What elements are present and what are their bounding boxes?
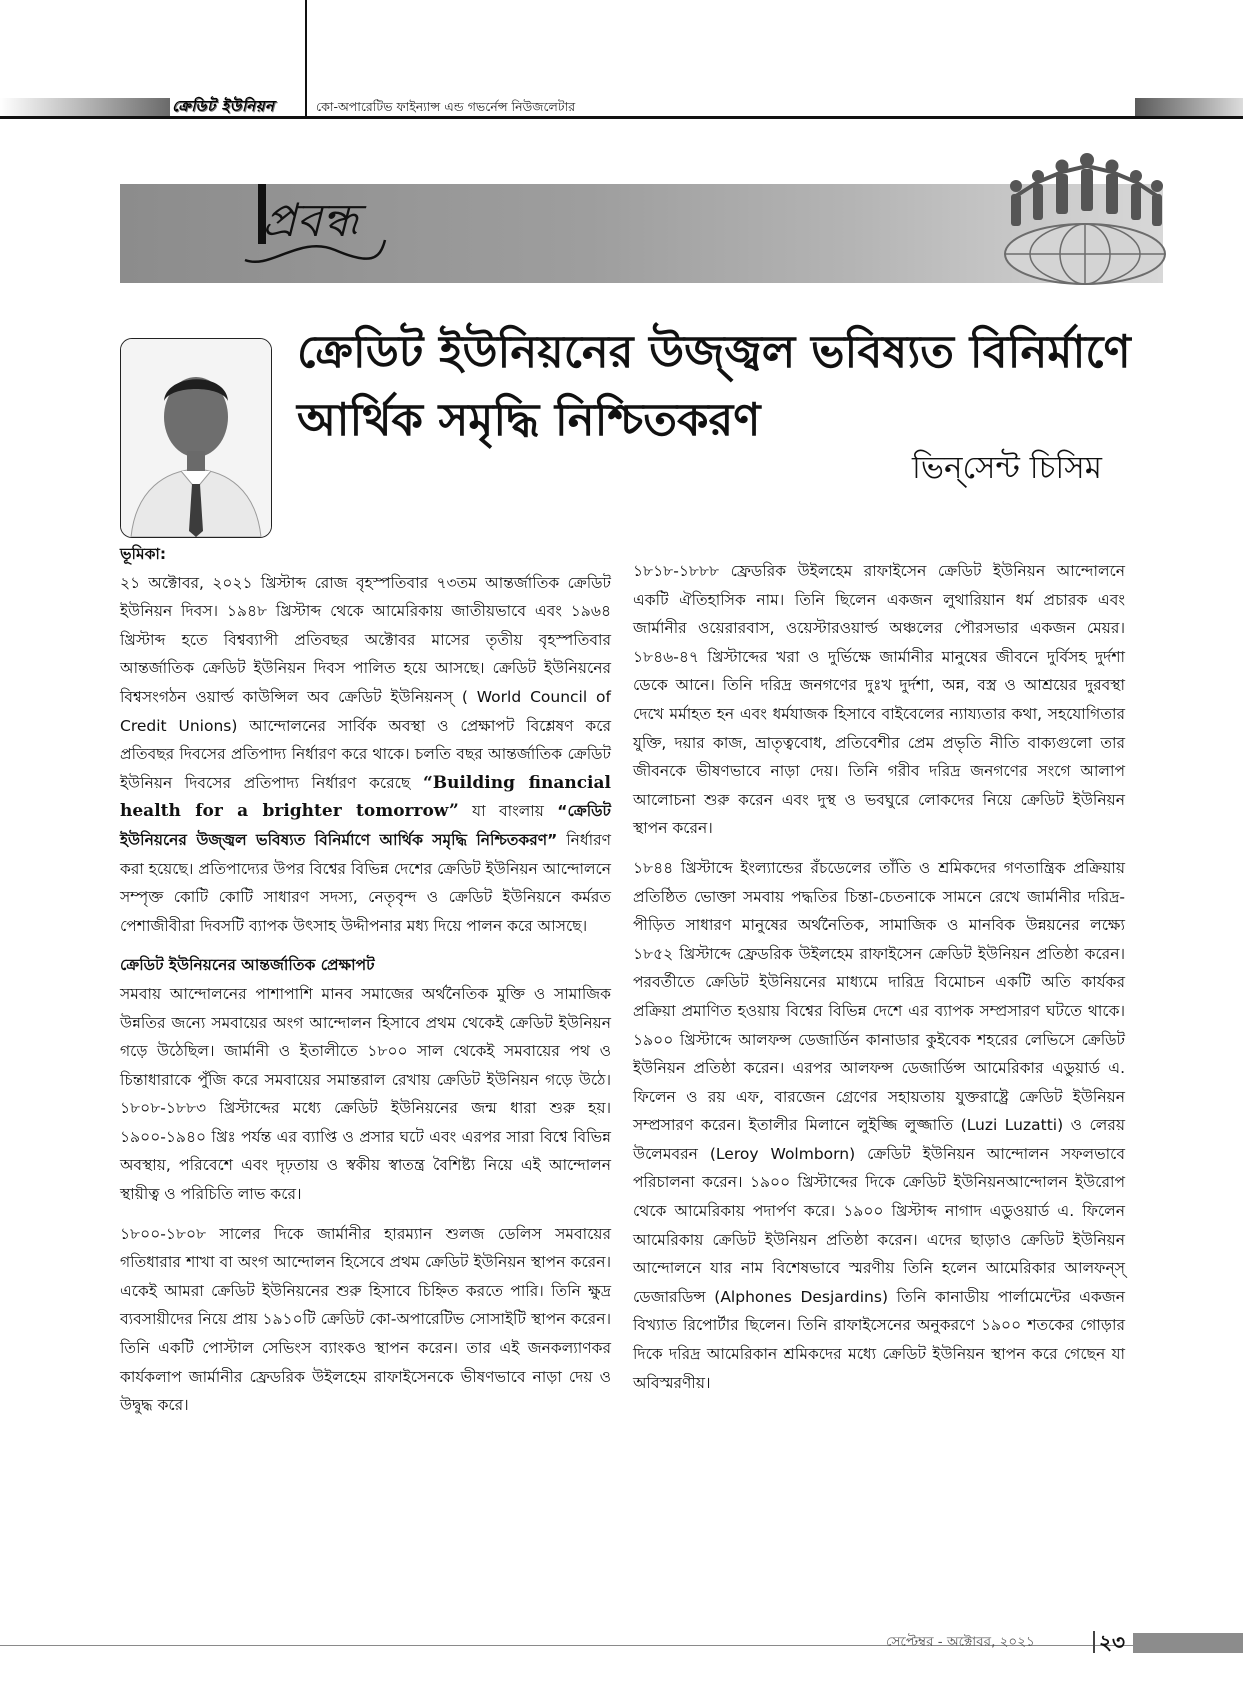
header-logo-separator <box>305 99 307 116</box>
paragraph: ১৮০০-১৮০৮ সালের দিকে জার্মানীর হারম্যান শুলজ ডেলিস সমবায়ের গতিধারার শাখা বা অংগ আন্দোলন হিসেবে প্রথম ক্রেডিট ইউনিয়ন স্থাপন করেন। একেই আমরা ক্রেডিট ইউনিয়নের শুরু হিসাবে চিহ্নিত করতে পারি। তিনি ক্ষুদ্র ব্যবসায়ীদের নিয়ে প্রায় ১৯১০টি ক্রেডিট কো-অপারেটিভ সোসাইটি স্থাপন করেন। তিনি একটি পোস্টাল সেভিংস ব্যাংকও স্থাপন করেন। তার এই জনকল্যাণকর কার্যকলাপ জার্মানীর ফ্রেডরিক উইলহেম রাফাইসেনকে ভীষণভাবে নাড়া দেয় ও উদ্বুদ্ধ করে। <box>120 1224 611 1415</box>
paragraph: ১৮১৮-১৮৮৮ ফ্রেডরিক উইলহেম রাফাইসেন ক্রেডিট ইউনিয়ন আন্দোলনে একটি ঐতিহাসিক নাম। তিনি ছিলেন একজন লুথারিয়ান ধর্ম প্রচারক এবং জার্মানীর ওয়েরারবাস, ওয়েস্টারওয়ার্ল্ড অঞ্চলের পৌরসভার একজন মেয়র। ১৮৪৬-৪৭ খ্রিস্টাব্দের খরা ও দুর্ভিক্ষে জার্মানীর মানুষের জীবনে দুর্বিসহ দুর্দশা ডেকে আনে। তিনি দরিদ্র জনগণের দুঃখ দুর্দশা, অন্ন, বস্ত্র ও আশ্রয়ের দুরবস্থা দেখে মর্মাহত হন এবং ধর্মযাজক হিসাবে বাইবেলের ন্যায্যতার কথা, সহযোগিতার যুক্তি, দয়ার কাজ, ভ্রাতৃত্ববোধ, প্রতিবেশীর প্রেম প্রভৃতি নীতি বাক্যগুলো তার জীবনকে ভীষণভাবে নাড়া দেয়। তিনি গরীব দরিদ্র জনগণের সংগে আলাপ আলোচনা শুরু করেন এবং দুস্থ ও ভবঘুরে লোকদের নিয়ে ক্রেডিট ইউনিয়ন স্থাপন করেন। <box>633 562 1125 838</box>
footer-separator <box>1093 1631 1095 1653</box>
paragraph: ১৮৪৪ খ্রিস্টাব্দে ইংল্যান্ডের রঁচডেলের তাঁতি ও শ্রমিকদের গণতান্ত্রিক প্রক্রিয়ায় প্রতিষ্ঠিত ভোক্তা সমবায় পদ্ধতির চিন্তা-চেতনাকে সামনে রেখে জার্মানীর দরিদ্র-পীড়িত সাধারণ মানুষের অর্থনৈতিক, সামাজিক ও মানবিক উন্নয়নের লক্ষ্যে ১৮৫২ খ্রিস্টাব্দে ফ্রেডরিক উইলহেম রাফাইসেন ক্রেডিট ইউনিয়ন প্রতিষ্ঠা করেন। পরবর্তীতে ক্রেডিট ইউনিয়নের মাধ্যমে দারিদ্র বিমোচন একটি অতি কার্যকর প্রক্রিয়া প্রমাণিত হওয়ায় বিশ্বের বিভিন্ন দেশে এর ব্যাপক সম্প্রসারণ ঘটতে থাকে। ১৯০০ খ্রিস্টাব্দে আলফন্স ডেজার্ডিন কানাডার কুইবেক শহরের লেভিসে ক্রেডিট ইউনিয়ন প্রতিষ্ঠা করেন। এরপর আলফন্স ডেজার্ডিন্স আমেরিকার এডুয়ার্ড এ. ফিলেন ও রয় এফ, বারজেন গ্রেণের সহায়তায় যুক্তরাষ্ট্রে ক্রেডিট ইউনিয়ন সম্প্রসারণ করেন। ইতালীর মিলানে লুইজ্জি লুজ্জাতি (Luzi Luzatti) ও লেরয় উলেমবরন (Leroy Wolmborn) ক্রেডিট ইউনিয়ন আন্দোলন সফলভাবে পরিচালনা করেন। ১৯০০ খ্রিস্টাব্দের দিকে ক্রেডিট ইউনিয়নআন্দোলন ইউরোপ থেকে আমেরিকায় পদার্পণ করে। ১৯০০ খ্রিস্টাব্দ নাগাদ এডুওয়ার্ড এ. ফিলেন আমেরিকায় ক্রেডিট ইউনিয়ন প্রতিষ্ঠা করেন। এদের ছাড়াও ক্রেডিট ইউনিয়ন আন্দোলনে যার নাম বিশেষভাবে স্মরণীয় তিনি হলেন আমেরিকার আলফন্স্‌ ডেজারডিন্স (Alphones Desjardins) তিনি কানাডীয় পার্লামেন্টের একজন বিখ্যাত রিপোর্টার ছিলেন। তিনি রাফাইসেনের অনুকরণে ১৯০০ শতকের গোড়ার দিকে দরিদ্র আমেরিকান শ্রমিকদের মধ্যে ক্রেডিট ইউনিয়ন স্থাপন করে গেছেন যা অবিস্মরণীয়। <box>633 858 1125 1392</box>
section-title: প্রবন্ধ <box>262 193 359 247</box>
author-name: ভিন্‌সেন্ট চিসিম <box>912 450 1102 486</box>
header-vertical-rule <box>305 0 307 113</box>
header-gradient-left <box>0 98 170 117</box>
footer-rule <box>0 1645 1243 1646</box>
paragraph-text: যা বাংলায় <box>458 802 558 821</box>
article-title-line-2: আর্থিক সমৃদ্ধি নিশ্চিতকরণ <box>297 393 761 446</box>
right-column <box>633 557 1125 1408</box>
newsletter-title: কো-অপারেটিভ ফাইন্যান্স এন্ড গভর্নেন্স নিউজলেটার <box>316 99 576 114</box>
paragraph-text: ২১ অক্টোবর, ২০২১ খ্রিস্টাব্দ রোজ বৃহস্পতিবার ৭৩তম আন্তর্জাতিক ক্রেডিট ইউনিয়ন দিবস। ১৯৪৮ খ্রিস্টাব্দ থেকে আমেরিকায় জাতীয়ভাবে এবং ১৯৬৪ খ্রিস্টাব্দ হতে বিশ্বব্যাপী প্রতিবছর অক্টোবর মাসের তৃতীয় বৃহস্পতিবার আন্তর্জাতিক ক্রেডিট ইউনিয়ন দিবস পালিত হয়ে আসছে। ক্রেডিট ইউনিয়নের বিশ্বসংগঠন ওয়ার্ল্ড কাউন্সিল অব ক্রেডিট ইউনিয়নস্‌ ( World Council of Credit Unions) আন্দোলনের সার্বিক অবস্থা ও প্রেক্ষাপট বিশ্লেষণ করে প্রতিবছর দিবসের প্রতিপাদ্য নির্ধারণ করে থাকে। চলতি বছর আন্তর্জাতিক ক্রেডিট ইউনিয়ন দিবসের প্রতিপাদ্য নির্ধারণ করেছে <box>120 573 611 792</box>
paragraph-text: নির্ধারণ করা হয়েছে। প্রতিপাদ্যের উপর বিশ্বের বিভিন্ন দেশের ক্রেডিট ইউনিয়ন আন্দোলনে সম্পৃক্ত কোটি কোটি সাধারণ সদস্য, নেতৃবৃন্দ ও ক্রেডিট ইউনিয়নে কর্মরত পেশাজীবীরা দিবসটি ব্যাপক উৎসাহ উদ্দীপনার মধ্য দিয়ে পালন করে আসছে। <box>120 830 611 935</box>
theme-english: “Building financial health for a brighter tomorrow” <box>120 772 611 822</box>
header-rule <box>0 116 1243 119</box>
article-title-line-1: ক্রেডিট ইউনিয়নের উজ্জ্বল ভবিষ্যত বিনির্মাণে <box>297 325 1131 378</box>
paragraph <box>120 569 611 941</box>
left-column <box>120 540 611 1431</box>
author-photo <box>120 338 272 538</box>
footer-gray-block <box>1133 1633 1243 1653</box>
header-logo: ক্রেডিট ইউনিয়ন <box>172 97 275 115</box>
theme-bangla: “ক্রেডিট ইউনিয়নের উজ্জ্বল ভবিষ্যত বিনির্মাণে আর্থিক সমৃদ্ধি নিশ্চিতকরণ” <box>120 802 611 849</box>
title-swash-decoration <box>240 230 390 270</box>
page-number: ২৩ <box>1099 1630 1126 1654</box>
paragraph: সমবায় আন্দোলনের পাশাপাশি মানব সমাজের অর্থনৈতিক মুক্তি ও সামাজিক উন্নতির জন্যে সমবায়ের অংগ আন্দোলন হিসাবে প্রথম থেকেই ক্রেডিট ইউনিয়ন গড়ে উঠেছিল। জার্মানী ও ইতালীতে ১৮০০ সাল থেকেই সমবায়ের পথ ও চিন্তাধারাকে পুঁজি করে সমবায়ের সমান্তরাল রেখায় ক্রেডিট ইউনিয়ন গড়ে উঠে। ১৮০৮-১৮৮৩ খ্রিস্টাব্দের মধ্যে ক্রেডিট ইউনিয়নের জন্ম ধারা শুরু হয়। ১৯০০-১৯৪০ খ্রিঃ পর্যন্ত এর ব্যাপ্তি ও প্রসার ঘটে এবং এরপর সারা বিশ্বে বিভিন্ন অবস্থায়, পরিবেশে এবং দৃঢ়তায় ও স্বকীয় স্বাতন্ত্র বৈশিষ্ট্য নিয়ে এই আন্দোলন স্থায়ীত্ব ও পরিচিতি লাভ করে। <box>120 984 611 1204</box>
subheading-international-context: ক্রেডিট ইউনিয়নের আন্তর্জাতিক প্রেক্ষাপট <box>120 956 375 975</box>
intro-heading: ভূমিকা: <box>120 545 167 563</box>
footer-issue-date: সেপ্টেম্বর - অক্টোবর, ২০২১ <box>886 1634 1035 1650</box>
header-gradient-right <box>1135 98 1243 117</box>
people-on-globe-icon <box>1000 142 1170 292</box>
article-title <box>297 318 1197 454</box>
